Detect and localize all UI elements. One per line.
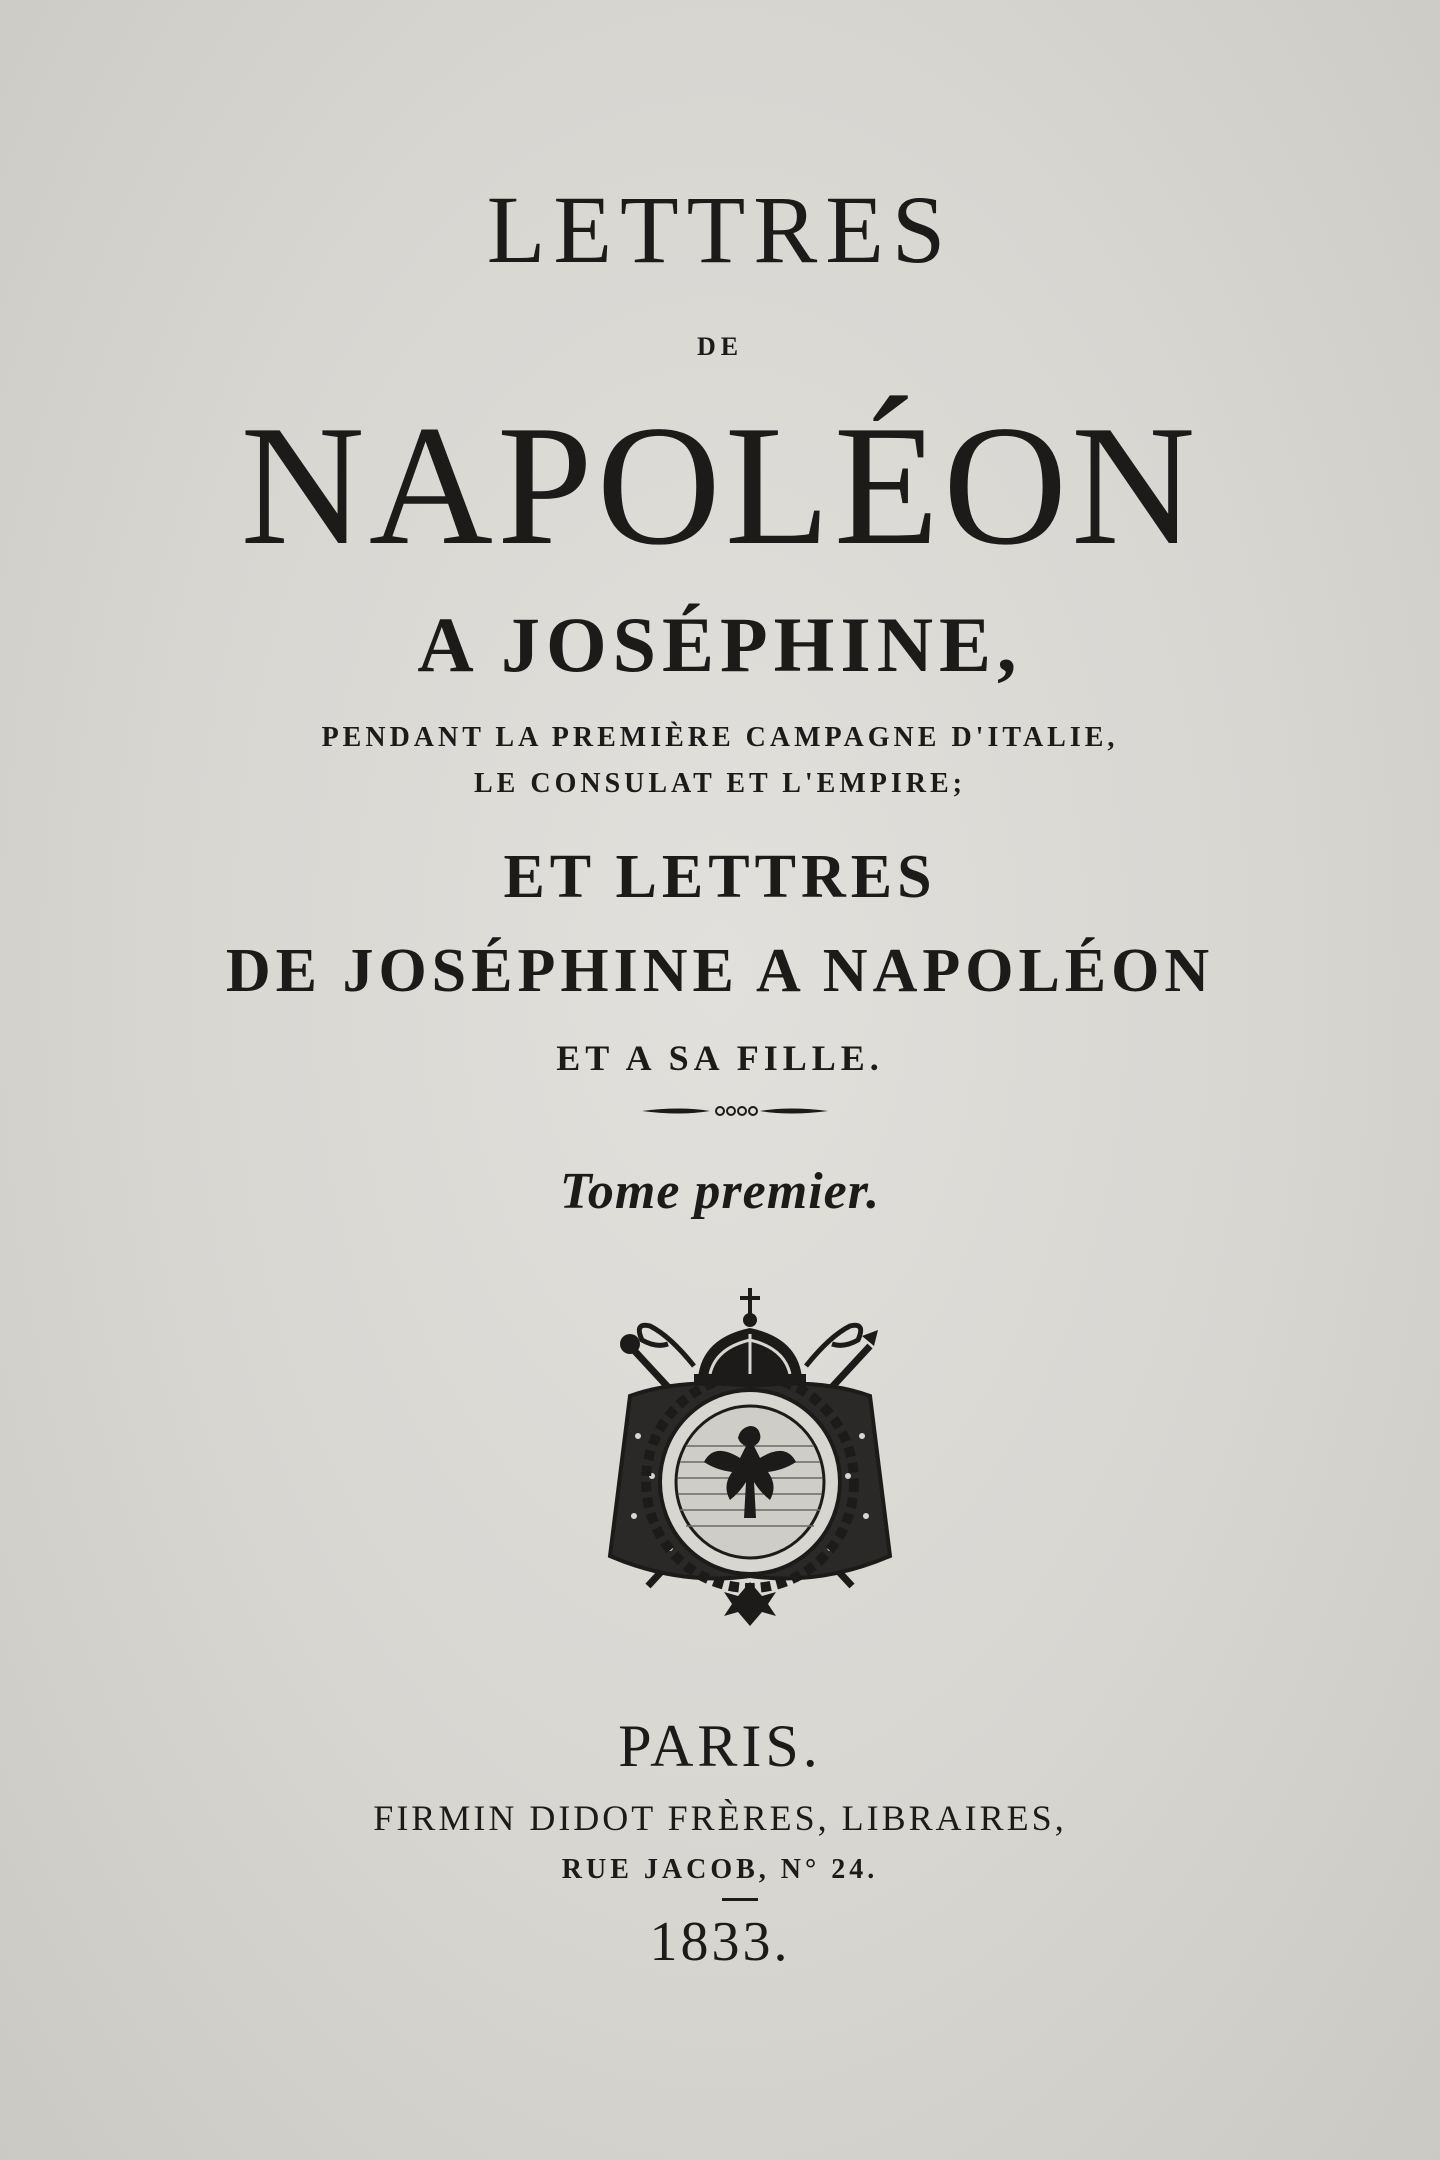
title-napoleon: NAPOLÉON — [240, 391, 1200, 581]
imprint-year: 1833. — [649, 1911, 791, 1973]
imprint-address: RUE JACOB, N° 24. — [561, 1854, 879, 1885]
title-et-lettres: ET LETTRES — [503, 843, 937, 911]
imprint-publisher: FIRMIN DIDOT FRÈRES, LIBRAIRES, — [373, 1798, 1067, 1838]
title-josephine-a-napoleon: DE JOSÉPHINE A NAPOLÉON — [225, 937, 1215, 1005]
subtitle-consulat: LE CONSULAT ET L'EMPIRE; — [474, 768, 966, 799]
volume-label: Tome premier. — [559, 1163, 881, 1220]
ornamental-rule-icon — [640, 1096, 830, 1126]
subtitle-campaign: PENDANT LA PREMIÈRE CAMPAGNE D'ITALIE, — [321, 722, 1119, 753]
title-et-a-sa-fille: ET A SA FILLE. — [556, 1038, 884, 1078]
title-lettres: LETTRES — [486, 176, 954, 283]
imperial-crest-icon — [590, 1286, 910, 1626]
title-a-josephine: A JOSÉPHINE, — [417, 601, 1023, 688]
title-de: DE — [696, 332, 744, 361]
imprint-city: PARIS. — [618, 1713, 822, 1779]
year-divider — [722, 1898, 758, 1901]
